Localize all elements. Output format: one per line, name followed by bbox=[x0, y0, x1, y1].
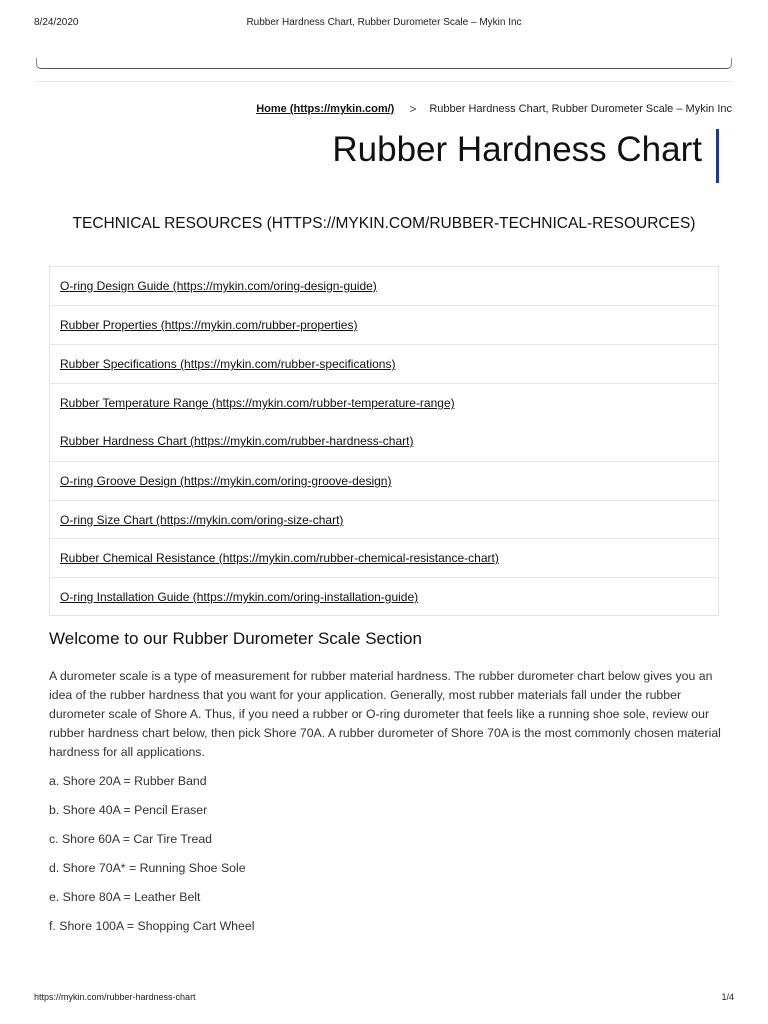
resource-link-rubber-hardness-chart[interactable] bbox=[60, 422, 718, 460]
shore-list-item: d. Shore 70A* = Running Shoe Sole bbox=[49, 861, 246, 875]
breadcrumb bbox=[256, 102, 732, 116]
page-indicator: 1/4 bbox=[721, 992, 734, 1002]
print-header bbox=[34, 17, 734, 31]
resource-link-rubber-properties[interactable] bbox=[60, 306, 718, 344]
resource-link-oring-design-guide[interactable] bbox=[60, 267, 718, 305]
page-title: Rubber Hardness Chart bbox=[332, 130, 702, 169]
shore-list-item: b. Shore 40A = Pencil Eraser bbox=[49, 803, 208, 817]
shore-list-item: c. Shore 60A = Car Tire Tread bbox=[49, 832, 213, 846]
resource-link-label: Rubber Properties (https://mykin.com/rubber-properties) bbox=[60, 318, 358, 332]
chevron-right-icon: > bbox=[409, 102, 417, 116]
resource-link-rubber-temperature-range[interactable] bbox=[60, 384, 718, 422]
resource-link-label: O-ring Installation Guide (https://mykin.com/oring-installation-guide) bbox=[60, 590, 419, 604]
print-footer-url: https://mykin.com/rubber-hardness-chart bbox=[34, 992, 196, 1002]
header-divider bbox=[36, 81, 732, 82]
title-accent-bar bbox=[716, 129, 719, 183]
resource-link-label: O-ring Design Guide (https://mykin.com/oring-design-guide) bbox=[60, 279, 377, 293]
technical-resources-list bbox=[49, 266, 719, 616]
intro-paragraph: A durometer scale is a type of measurement for rubber material hardness. The rubber durometer chart below gives you an idea of the rubber hardness that you want for your application. Generally, most rubber materials fall under the rubber durometer scale of Shore A. Thus, if you need a rubber or O-ring durometer that feels like a running shoe sole, review our rubber hardness chart below, then pick Shore 70A. A rubber durometer of Shore 70A is the most commonly chosen material hardness for all applications. bbox=[49, 669, 721, 759]
resource-link-label: O-ring Groove Design (https://mykin.com/oring-groove-design) bbox=[60, 474, 392, 488]
breadcrumb-current: Rubber Hardness Chart, Rubber Durometer Scale – Mykin Inc bbox=[429, 103, 732, 115]
breadcrumb-home-link[interactable]: Home (https://mykin.com/) bbox=[256, 103, 395, 115]
shore-list-item: a. Shore 20A = Rubber Band bbox=[49, 774, 207, 788]
print-footer bbox=[34, 992, 734, 1004]
shore-list-item: e. Shore 80A = Leather Belt bbox=[49, 890, 201, 904]
resource-link-oring-size-chart[interactable] bbox=[60, 501, 718, 539]
resource-link-rubber-chemical-resistance[interactable] bbox=[60, 539, 718, 577]
resource-link-oring-groove-design[interactable] bbox=[60, 462, 718, 500]
print-document-title: Rubber Hardness Chart, Rubber Durometer Scale – Mykin Inc bbox=[246, 17, 522, 28]
site-header-frame bbox=[36, 58, 732, 69]
resource-link-label: Rubber Temperature Range (https://mykin.com/rubber-temperature-range) bbox=[60, 396, 455, 410]
resource-link-label: Rubber Specifications (https://mykin.com/rubber-specifications) bbox=[60, 357, 396, 371]
print-date: 8/24/2020 bbox=[34, 17, 79, 28]
resource-link-oring-installation-guide[interactable] bbox=[60, 578, 718, 616]
technical-resources-link[interactable]: TECHNICAL RESOURCES (HTTPS://MYKIN.COM/RUBBER-TECHNICAL-RESOURCES) bbox=[72, 215, 696, 232]
shore-list-item: f. Shore 100A = Shopping Cart Wheel bbox=[49, 919, 255, 933]
resource-link-rubber-specifications[interactable] bbox=[60, 345, 718, 383]
welcome-heading: Welcome to our Rubber Durometer Scale Section bbox=[49, 629, 422, 648]
resource-link-label: Rubber Hardness Chart (https://mykin.com/rubber-hardness-chart) bbox=[60, 434, 414, 448]
resource-link-label: Rubber Chemical Resistance (https://mykin.com/rubber-chemical-resistance-chart) bbox=[60, 551, 499, 565]
resource-link-label: O-ring Size Chart (https://mykin.com/oring-size-chart) bbox=[60, 513, 344, 527]
